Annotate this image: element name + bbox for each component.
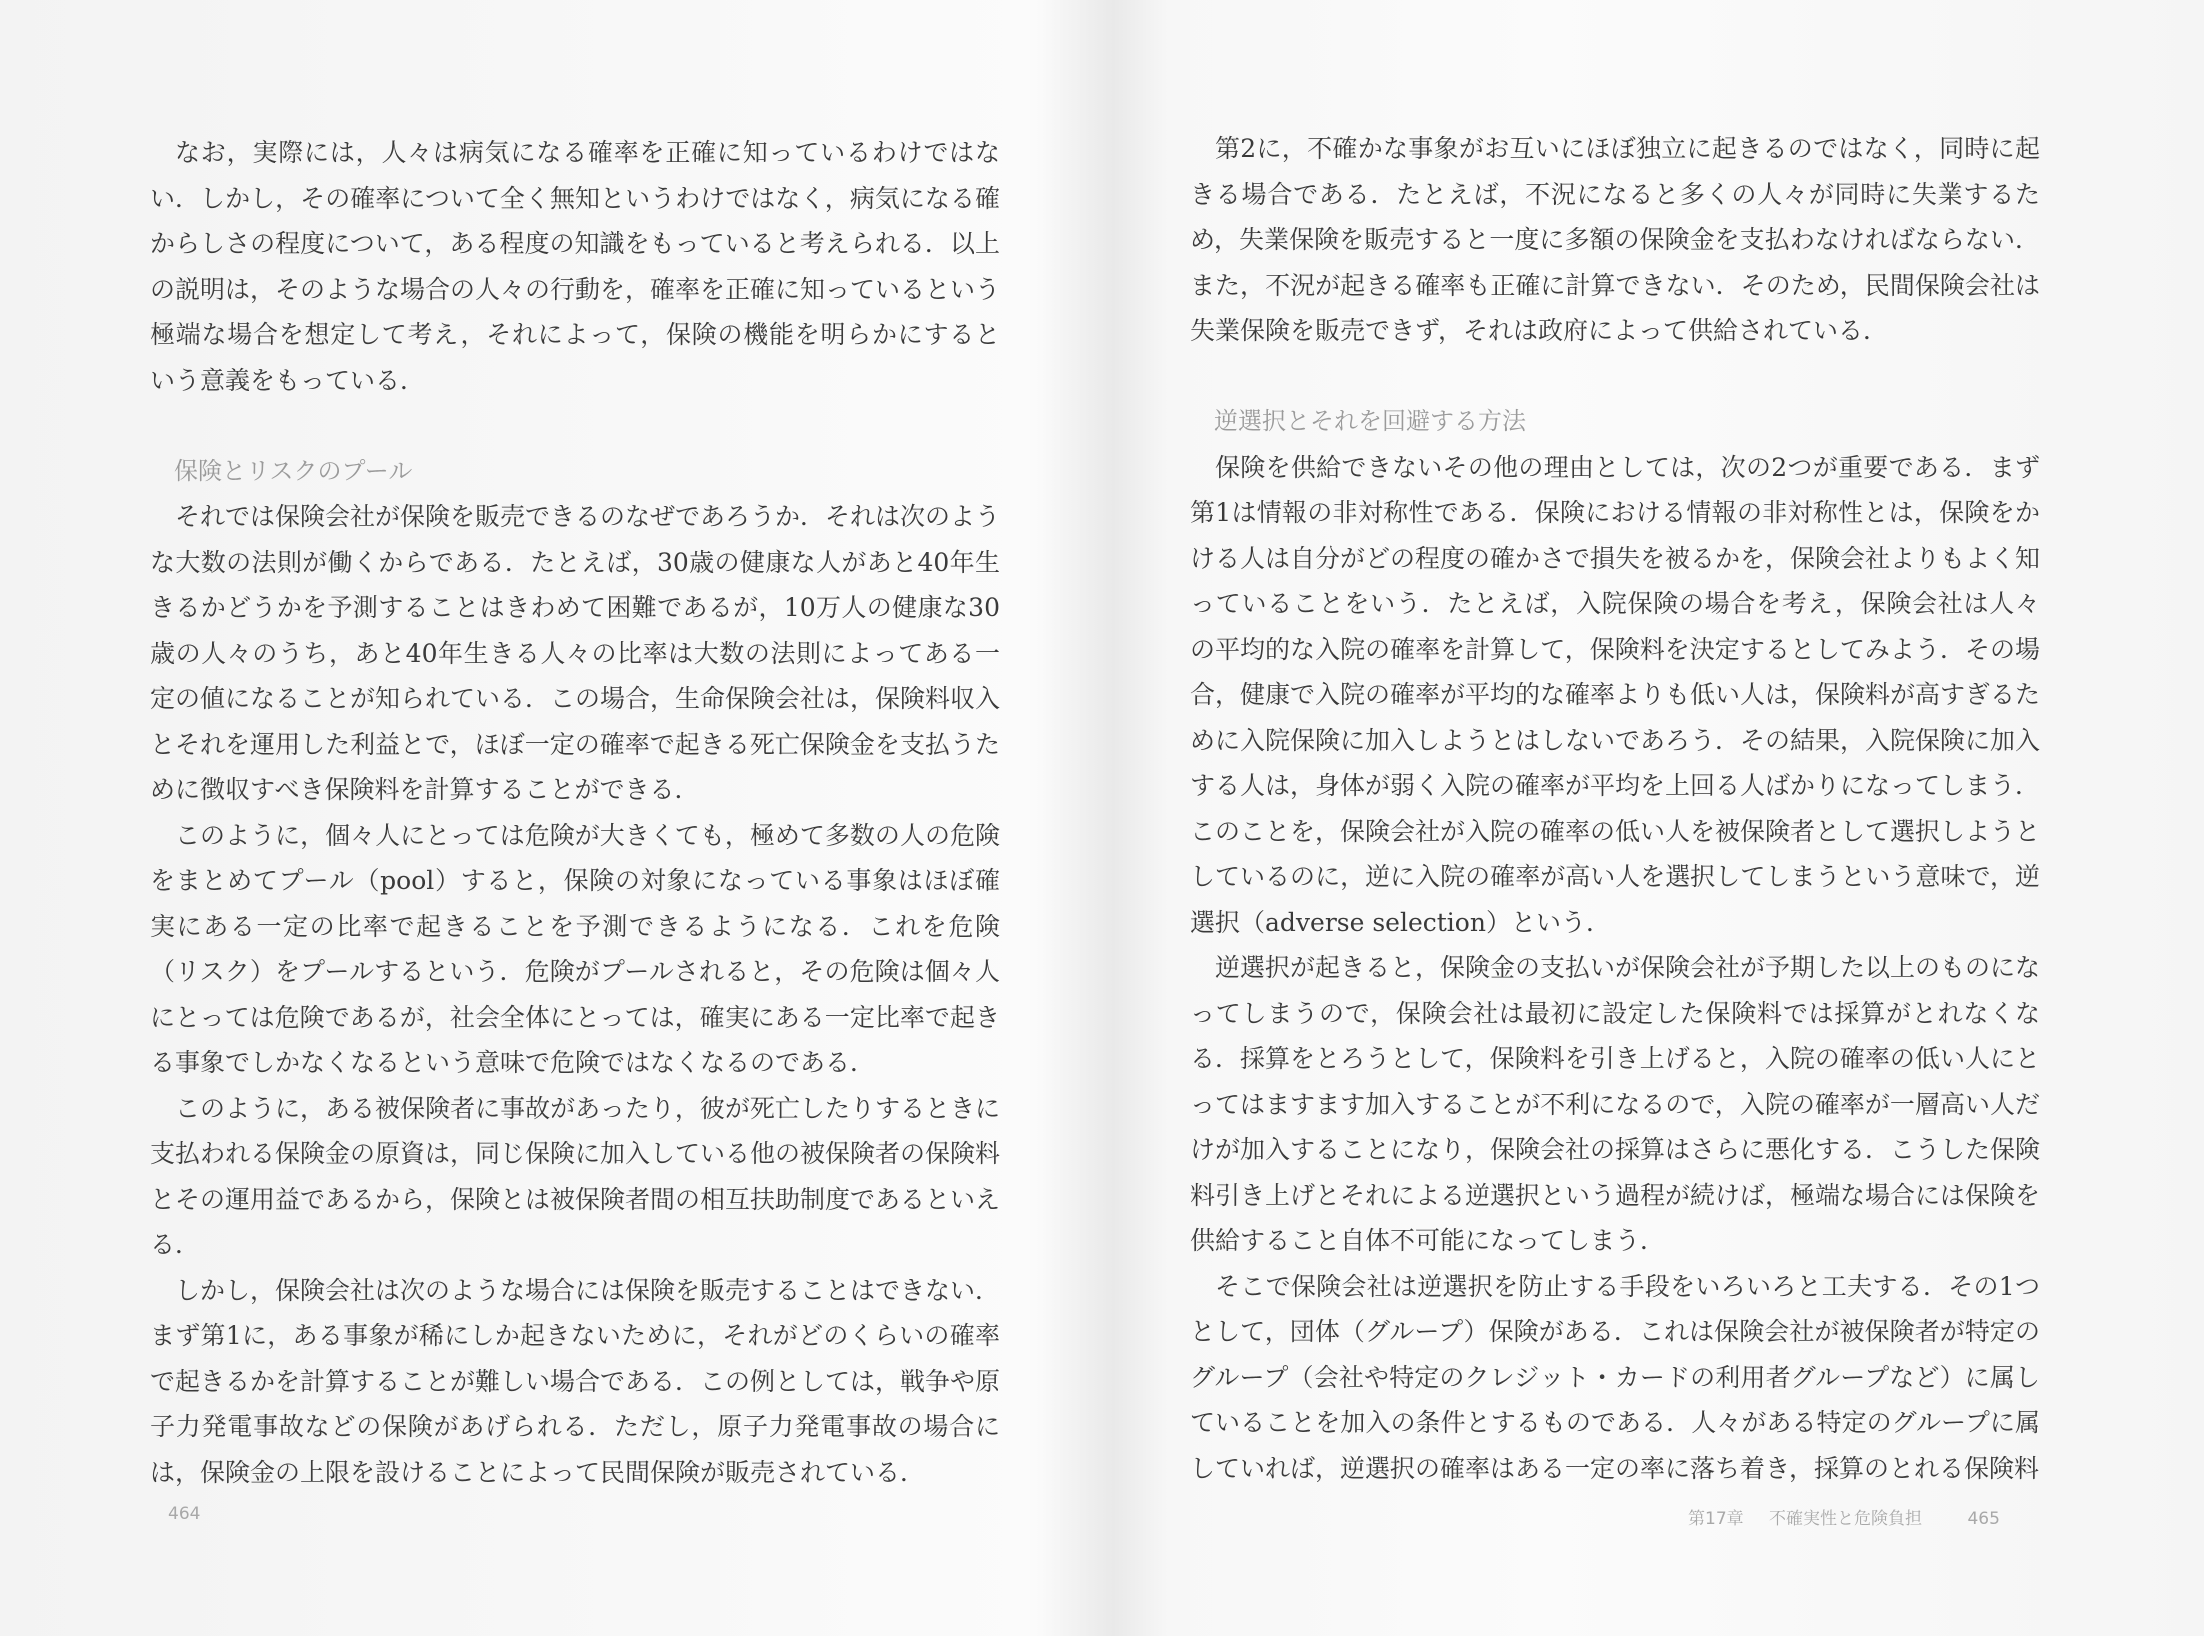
body-paragraph: しかし，保険会社は次のような場合には保険を販売することはできない．まず第1に，ある事象が稀にしか起きないために，それがどのくらいの確率で起きるかを計算することが難しい場合である．この例としては，戦争や原子力発電事故などの保険があげられる．ただし，原子力発電事故の場合には，保険金の上限を設けることによって民間保険が販売されている．: [150, 1275, 1001, 1487]
section-heading: 逆選択とそれを回避する方法: [1214, 407, 1526, 435]
running-footer: [1688, 1504, 2000, 1529]
body-paragraph: それでは保険会社が保険を販売できるのなぜであろうか．それは次のような大数の法則が働くからである．たとえば，30歳の健康な人があと40年生きるかどうかを予測することはきわめて困難であるが，10万人の健康な30歳の人々のうち，あと40年生きる人々の比率は大数の法則によってある一定の値になることが知られている．この場合，生命保険会社は，保険料収入とそれを運用した利益とで，ほぼ一定の確率で起きる死亡保険金を支払うために徴収すべき保険料を計算することができる．: [150, 502, 1001, 804]
body-paragraph: このように，個々人にとっては危険が大きくても，極めて多数の人の危険をまとめてプール（pool）すると，保険の対象になっている事象はほぼ確実にある一定の比率で起きることを予測できるようになる．これを危険（リスク）をプールするという．危険がプールされると，その危険は個々人にとっては危険であるが，社会全体にとっては，確実にある一定比率で起きる事象でしかなくなるという意味で危険ではなくなるのである．: [150, 820, 1000, 1077]
section-gap: [150, 403, 1000, 449]
right-page: [1110, 0, 2204, 1636]
footer-chapter: 第17章: [1688, 1509, 1744, 1529]
page-number: [168, 1504, 200, 1524]
body-paragraph: そこで保険会社は逆選択を防止する手段をいろいろと工夫する．その1つとして，団体（グループ）保険がある．これは保険会社が被保険者が特定のグループ（会社や特定のクレジット・カードの利用者グループなど）に属していることを加入の条件とするものである．人々がある特定のグループに属していれば，逆選択の確率はある一定の率に落ち着き，採算のとれる保険料: [1190, 1271, 2040, 1483]
footer-chapter-title: 不確実性と危険負担: [1769, 1509, 1923, 1529]
body-paragraph: 第2に，不確かな事象がお互いにほぼ独立に起きるのではなく，同時に起きる場合である．たとえば，不況になると多くの人々が同時に失業するため，失業保険を販売すると一度に多額の保険金を支払わなければならない．また，不況が起きる確率も正確に計算できない．そのため，民間保険会社は失業保険を販売できず，それは政府によって供給されている．: [1190, 134, 2040, 345]
body-paragraph: 保険を供給できないその他の理由としては，次の2つが重要である．まず第1は情報の非対称性である．保険における情報の非対称性とは，保険をかける人は自分がどの程度の確かさで損失を被るかを，保険会社よりもよく知っていることをいう．たとえば，入院保険の場合を考え，保険会社は人々の平均的な入院の確率を計算して，保険料を決定するとしてみよう．その場合，健康で入院の確率が平均的な確率よりも低い人は，保険料が高すぎるために入院保険に加入しようとはしないであろう．その結果，入院保険に加入する人は，身体が弱く入院の確率が平均を上回る人ばかりになってしまう．このことを，保険会社が入院の確率の低い人を被保険者として選択しようとしているのに，逆に入院の確率が高い人を選択してしまうという意味で，逆選択（adverse selection）という．: [1190, 452, 2041, 937]
page-number-value: 465: [1967, 1509, 2000, 1529]
body-paragraph: なお，実際には，人々は病気になる確率を正確に知っているわけではない．しかし，その確率について全く無知というわけではなく，病気になる確からしさの程度について，ある程度の知識をもっていると考えられる．以上の説明は，そのような場合の人々の行動を，確率を正確に知っているという極端な場合を想定して考え，それによって，保険の機能を明らかにするという意義をもっている．: [150, 138, 1001, 395]
section-gap: [1190, 354, 2040, 400]
right-page-body: [1190, 126, 2040, 1491]
page-number-value: 464: [168, 1504, 201, 1524]
left-page-body: [150, 130, 1000, 1495]
body-paragraph: このように，ある被保険者に事故があったり，彼が死亡したりするときに支払われる保険金の原資は，同じ保険に加入している他の被保険者の保険料とその運用益であるから，保険とは被保険者間の相互扶助制度であるといえる．: [150, 1093, 1001, 1259]
section-heading: 保険とリスクのプール: [174, 456, 413, 485]
body-paragraph: 逆選択が起きると，保険金の支払いが保険会社が予期した以上のものになってしまうので，保険会社は最初に設定した保険料では採算がとれなくなる．採算をとろうとして，保険料を引き上げると，入院の確率の低い人にとってはますます加入することが不利になるので，入院の確率が一層高い人だけが加入することになり，保険会社の採算はさらに悪化する．こうした保険料引き上げとそれによる逆選択という過程が続けば，極端な場合には保険を供給すること自体不可能になってしまう．: [1190, 953, 2041, 1255]
